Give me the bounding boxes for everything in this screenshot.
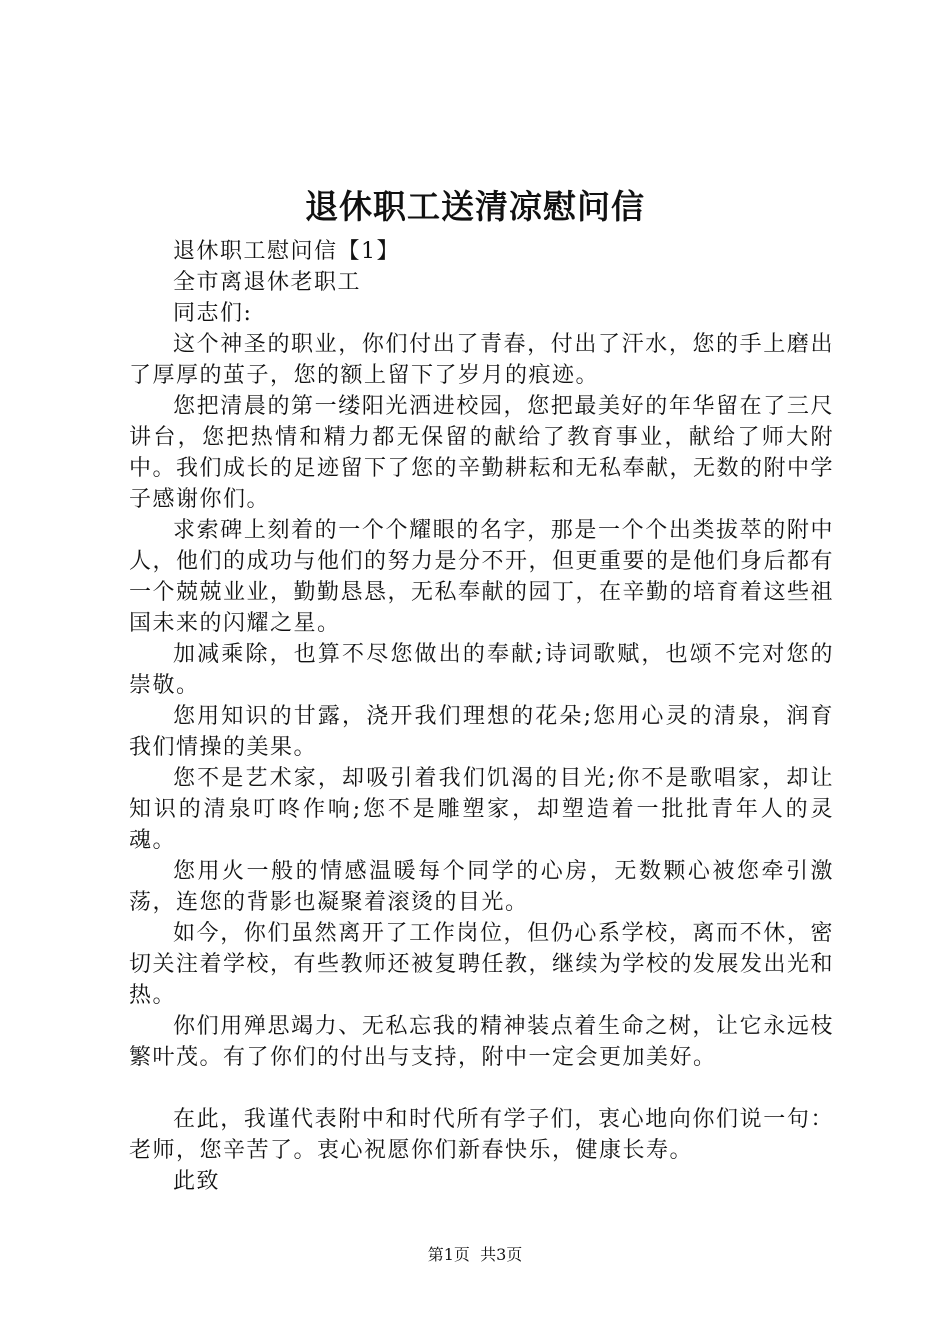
paragraph: 您用火一般的情感温暖每个同学的心房，无数颗心被您牵引激荡，连您的背影也凝聚着滚烫的目光。 — [129, 859, 834, 915]
paragraph-salutation: 同志们: — [173, 301, 253, 326]
paragraph: 如今，你们虽然离开了工作岗位，但仍心系学校，离而不休，密切关注着学校，有些教师还被复聘任教，继续为学校的发展发出光和热。 — [129, 921, 835, 1008]
paragraph: 您把清晨的第一缕阳光洒进校园，您把最美好的年华留在了三尺讲台，您把热情和精力都无保留的献给了教育事业，献给了师大附中。我们成长的足迹留下了您的辛勤耕耘和无私奉献，无数的附中学子感谢你们。 — [129, 394, 835, 512]
document-title: 退休职工送清凉慰问信 — [305, 187, 645, 226]
paragraph: 求索碑上刻着的一个个耀眼的名字，那是一个个出类拔萃的附中人，他们的成功与他们的努力是分不开，但更重要的是他们身后都有一个兢兢业业，勤勤恳恳，无私奉献的园丁，在辛勤的培育着这些祖国未来的闪耀之星。 — [129, 518, 835, 636]
paragraph-closing-wish: 在此，我谨代表附中和时代所有学子们，衷心地向你们说一句：老师，您辛苦了。衷心祝愿你们新春快乐，健康长寿。 — [129, 1107, 834, 1163]
paragraph: 这个神圣的职业，你们付出了青春，付出了汗水，您的手上磨出了厚厚的茧子，您的额上留下了岁月的痕迹。 — [129, 332, 834, 388]
paragraph: 您用知识的甘露，浇开我们理想的花朵;您用心灵的清泉，润育我们情操的美果。 — [129, 704, 834, 760]
paragraph: 你们用殚思竭力、无私忘我的精神装点着生命之树，让它永远枝繁叶茂。有了你们的付出与支持，附中一定会更加美好。 — [129, 1014, 834, 1070]
paragraph: 您不是艺术家，却吸引着我们饥渴的目光;你不是歌唱家，却让知识的清泉叮咚作响;您不是雕塑家，却塑造着一批批青年人的灵魂。 — [129, 766, 834, 853]
page-number-footer: 第1页 共3页 — [427, 1245, 523, 1264]
paragraph: 加减乘除，也算不尽您做出的奉献;诗词歌赋，也颂不完对您的崇敬。 — [129, 642, 834, 698]
paragraph-closing: 此致 — [173, 1169, 221, 1194]
paragraph-heading: 退休职工慰问信【1】 — [173, 239, 400, 264]
document-body — [129, 236, 834, 1197]
paragraph-recipient: 全市离退休老职工 — [173, 270, 362, 295]
